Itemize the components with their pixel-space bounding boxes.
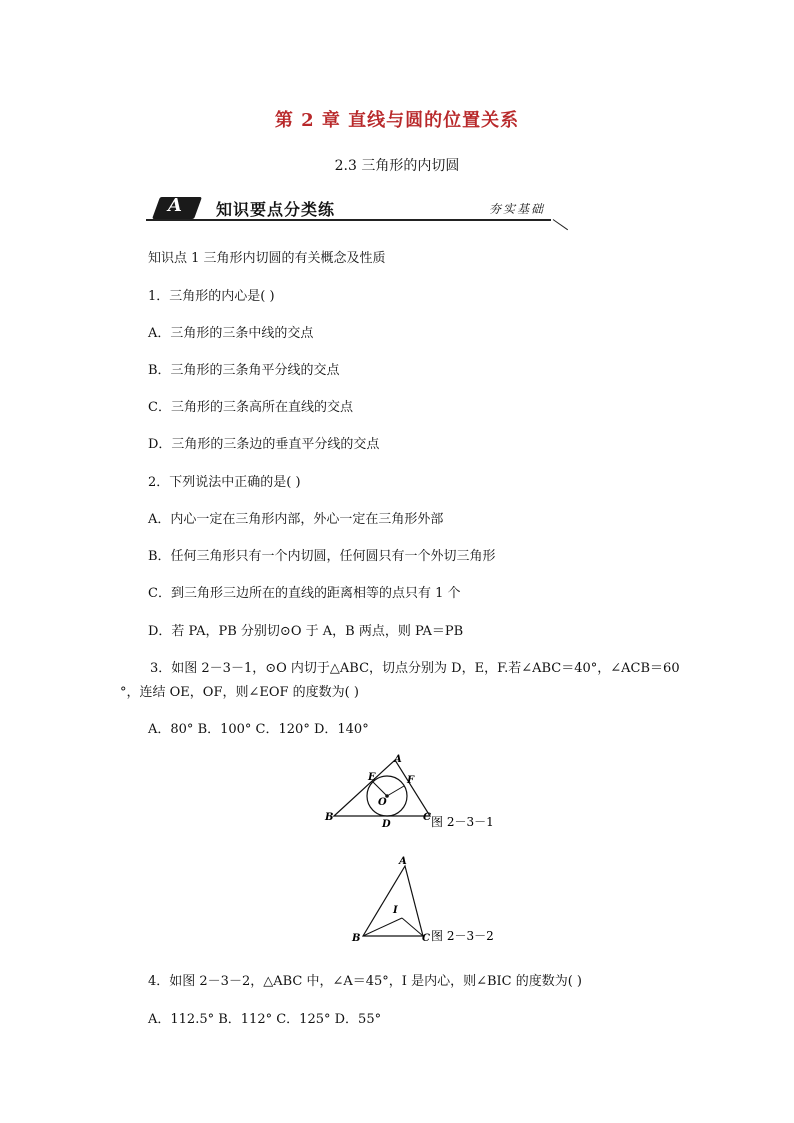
fig2-segment-ci: [402, 918, 423, 936]
q2-option-b: B．任何三角形只有一个内切圆，任何圆只有一个外切三角形: [148, 549, 496, 564]
fig1-label-b: B: [325, 812, 334, 823]
banner-tag: 夯实基础: [489, 202, 546, 216]
q2-option-c: C．到三角形三边所在的直线的距离相等的点只有 1 个: [148, 586, 461, 601]
fig2-label-a: A: [399, 856, 407, 867]
fig1-caption: 图 2－3－1: [431, 815, 494, 829]
fig1-label-c: C: [423, 812, 431, 823]
chapter-title: 第 2 章 直线与圆的位置关系: [274, 110, 520, 131]
banner-title: 知识要点分类练: [216, 200, 336, 219]
section-title: 2.3 三角形的内切圆: [334, 158, 460, 174]
banner-underline-tail: [553, 219, 568, 230]
q1-option-b: B．三角形的三条角平分线的交点: [148, 363, 340, 378]
fig2-triangle: [363, 866, 423, 936]
fig1-label-f: F: [407, 775, 415, 786]
q3-options: A．80° B．100° C．120° D．140°: [148, 722, 369, 737]
q1-option-d: D．三角形的三条边的垂直平分线的交点: [148, 437, 380, 452]
figure-2-3-2: [345, 850, 505, 945]
q3-stem-line2: °，连结 OE，OF，则∠EOF 的度数为( ): [120, 685, 359, 700]
fig1-label-a: A: [394, 754, 402, 765]
q1-stem: 1．三角形的内心是( ): [148, 289, 275, 304]
knowledge-point-heading: 知识点 1 三角形内切圆的有关概念及性质: [148, 251, 386, 266]
q3-stem-line1: 3．如图 2－3－1，⊙O 内切于△ABC，切点分别为 D，E，F.若∠ABC＝40°，∠ACB＝60: [150, 661, 680, 676]
banner-underline: [146, 219, 551, 221]
fig1-label-o: O: [378, 797, 387, 808]
q2-option-a: A．内心一定在三角形内部，外心一定在三角形外部: [148, 512, 444, 527]
fig2-label-i: I: [393, 905, 398, 916]
fig1-segment-of: [387, 786, 404, 796]
banner-badge-letter: A: [168, 195, 182, 216]
fig2-caption: 图 2－3－2: [431, 929, 494, 943]
fig2-label-c: C: [422, 933, 430, 944]
fig1-segment-oe: [373, 782, 387, 796]
q2-stem: 2．下列说法中正确的是( ): [148, 475, 301, 490]
q4-stem: 4．如图 2－3－2，△ABC 中，∠A＝45°，I 是内心，则∠BIC 的度数为( ): [148, 974, 583, 989]
q1-option-a: A．三角形的三条中线的交点: [148, 326, 314, 341]
q4-options: A．112.5° B．112° C．125° D．55°: [148, 1012, 382, 1027]
q2-option-d: D．若 PA，PB 分别切⊙O 于 A，B 两点，则 PA＝PB: [148, 624, 464, 639]
q1-option-c: C．三角形的三条高所在直线的交点: [148, 400, 353, 415]
section-banner: [146, 191, 568, 231]
fig1-label-e: E: [368, 772, 376, 783]
figure-2-3-1: [320, 750, 520, 835]
fig2-label-b: B: [352, 933, 361, 944]
fig1-label-d: D: [382, 819, 391, 830]
